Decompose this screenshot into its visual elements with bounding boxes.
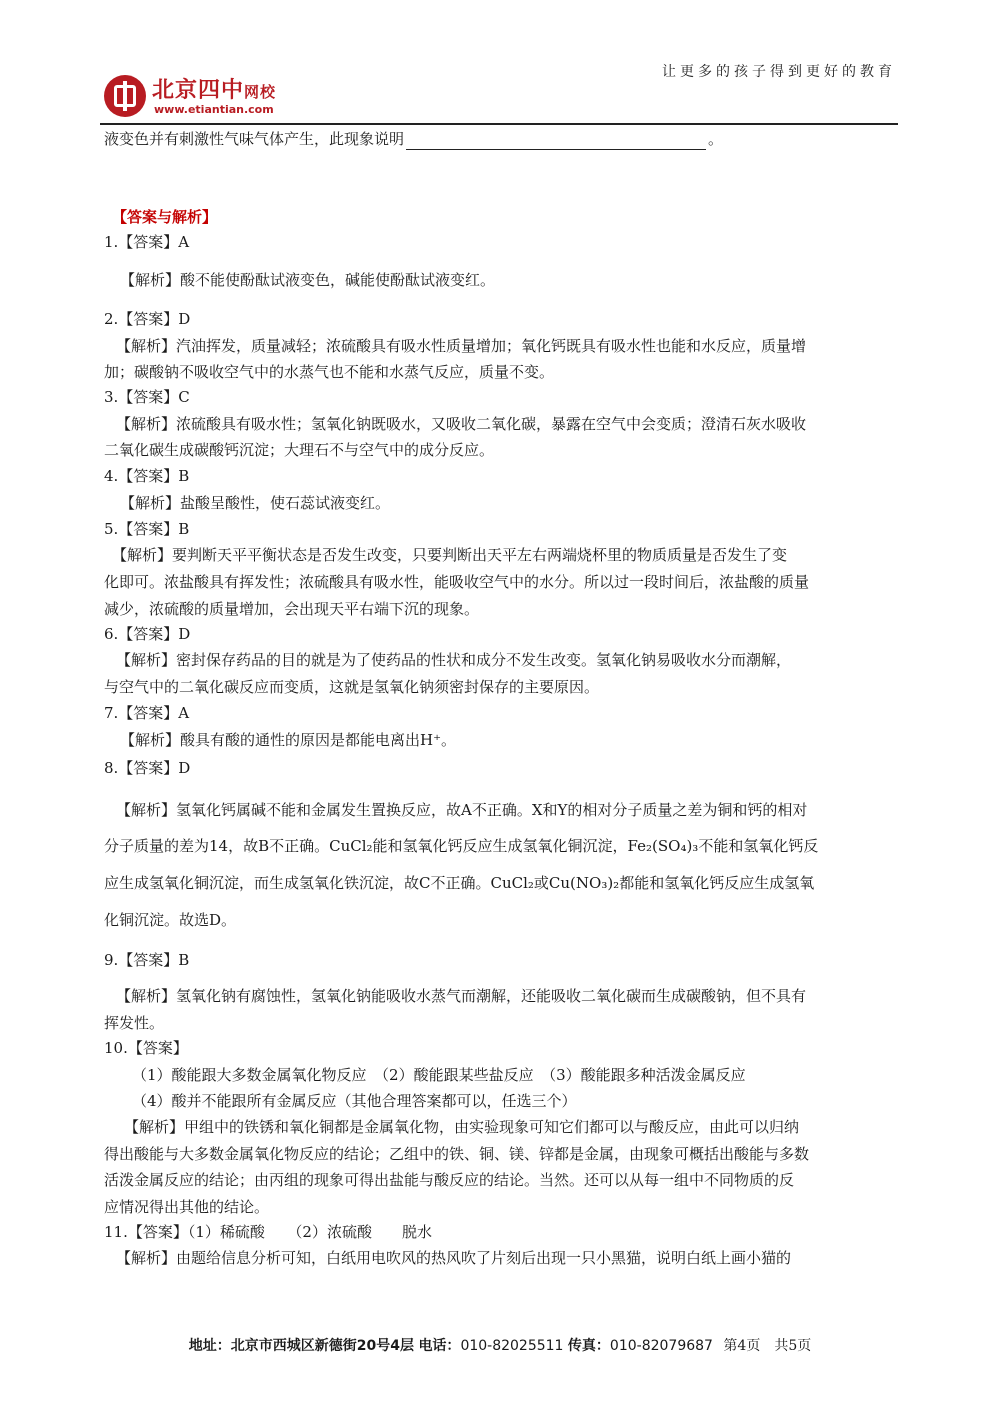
- text-line: [104, 1221, 432, 1243]
- text-line: [104, 872, 814, 894]
- line-text: 液变色并有刺激性气味气体产生，此现象说明: [104, 130, 405, 148]
- text-line: [124, 1116, 799, 1138]
- answer-blank: [406, 133, 706, 150]
- line-text: 2.【答案】D: [104, 310, 191, 328]
- text-line: [116, 799, 807, 821]
- text-line: [132, 1064, 746, 1086]
- text-line: [104, 361, 554, 383]
- line-text: （4）酸并不能跟所有金属反应（其他合理答案都可以，任选三个）: [132, 1092, 577, 1110]
- text-line: [116, 1247, 791, 1269]
- logo-emblem-icon: [104, 75, 146, 117]
- text-line: [104, 598, 479, 620]
- text-line: [104, 1012, 164, 1034]
- line-text: 得出酸能与大多数金属氧化物反应的结论；乙组中的铁、铜、镁、锌都是金属，由现象可概括出酸能与多数: [104, 1145, 810, 1163]
- line-text: 【解析】要判断天平平衡状态是否发生改变，只要判断出天平左右两端烧杯里的物质质量是否发生了变: [112, 546, 788, 564]
- text-line: [104, 439, 494, 461]
- text-line: [104, 1169, 794, 1191]
- header-slogan: 让更多的孩子得到更好的教育: [662, 64, 896, 80]
- line-text: 10.【答案】: [104, 1039, 188, 1057]
- line-text: 【答案与解析】: [112, 208, 218, 226]
- line-text: 【解析】浓硫酸具有吸水性；氢氧化钠既吸水，又吸收二氧化碳，暴露在空气中会变质；澄清石灰水吸收: [116, 415, 807, 433]
- section-heading: [112, 206, 217, 228]
- text-line: [104, 949, 189, 971]
- school-logo: [104, 73, 294, 123]
- text-line: [112, 544, 787, 566]
- text-line: [104, 128, 723, 150]
- line-text: 9.【答案】B: [104, 951, 190, 969]
- text-line: [104, 1037, 188, 1059]
- text-line: [120, 492, 390, 514]
- text-line: [104, 1196, 269, 1218]
- text-line: [104, 518, 189, 540]
- text-line: [104, 386, 190, 408]
- text-line: [104, 571, 809, 593]
- line-text: 应生成氢氧化铜沉淀，而生成氢氧化铁沉淀，故C不正确。CuCl₂或Cu(NO₃)₂都能和氢氧化钙反应生成氢氧: [104, 874, 815, 892]
- text-line: [104, 231, 189, 253]
- text-line: [104, 835, 818, 857]
- line-text: 与空气中的二氧化碳反应而变质，这就是氢氧化钠须密封保存的主要原因。: [104, 678, 600, 696]
- line-text: 7.【答案】A: [104, 704, 190, 722]
- line-text: 【解析】氢氧化钙属碱不能和金属发生置换反应，故A不正确。X和Y的相对分子质量之差为铜和钙的相对: [116, 801, 808, 819]
- address-label: 地址：: [188, 1338, 231, 1354]
- fax-label: 传真：: [567, 1338, 610, 1354]
- text-line: [132, 1090, 577, 1112]
- text-line: [104, 623, 190, 645]
- line-text: 应情况得出其他的结论。: [104, 1198, 270, 1216]
- text-line: [116, 413, 806, 435]
- line-text: 加；碳酸钠不吸收空气中的水蒸气也不能和水蒸气反应，质量不变。: [104, 363, 555, 381]
- line-text: 二氧化碳生成碳酸钙沉淀；大理石不与空气中的成分反应。: [104, 441, 495, 459]
- logo-url: www.etiantian.com: [154, 103, 274, 116]
- phone: 010-82025511: [460, 1338, 564, 1354]
- line-text: 分子质量的差为14，故B不正确。CuCl₂能和氢氧化钙反应生成氢氧化铜沉淀，Fe₂(SO₄)₃不能和氢氧化钙反: [104, 837, 819, 855]
- header-divider: [100, 123, 898, 125]
- logo-name: 北京四中网校: [152, 78, 277, 103]
- line-text: 【解析】密封保存药品的目的就是为了使药品的性状和成分不发生改变。氢氧化钠易吸收水分而潮解，: [116, 651, 792, 669]
- line-text: 【解析】甲组中的铁锈和氧化铜都是金属氧化物，由实验现象可知它们都可以与酸反应，由此可以归纳: [124, 1118, 800, 1136]
- line-text: 化铜沉淀。故选D。: [104, 911, 237, 929]
- line-text: 减少，浓硫酸的质量增加，会出现天平右端下沉的现象。: [104, 600, 480, 618]
- line-text: 【解析】酸不能使酚酞试液变色，碱能使酚酞试液变红。: [120, 271, 496, 289]
- text-line: [116, 335, 806, 357]
- line-text: 【解析】酸具有酸的通性的原因是都能电离出H⁺。: [120, 731, 457, 749]
- page-header: [100, 55, 898, 125]
- line-text: 【解析】盐酸呈酸性，使石蕊试液变红。: [120, 494, 391, 512]
- text-line: [104, 465, 189, 487]
- text-line: [104, 702, 189, 724]
- text-line: [104, 676, 599, 698]
- text-line: [116, 985, 806, 1007]
- line-text: 3.【答案】C: [104, 388, 190, 406]
- text-line: [120, 729, 456, 751]
- page-footer: [0, 1335, 1000, 1355]
- line-text: （1）酸能跟大多数金属氧化物反应 （2）酸能跟某些盐反应 （3）酸能跟多种活泼金属反应: [132, 1066, 746, 1084]
- line-text: 【解析】氢氧化钠有腐蚀性，氢氧化钠能吸收水蒸气而潮解，还能吸收二氧化碳而生成碳酸钠，但不具有: [116, 987, 807, 1005]
- line-text: 11.【答案】（1）稀硫酸 （2）浓硫酸 脱水: [104, 1223, 432, 1241]
- line-text: 【解析】由题给信息分析可知，白纸用电吹风的热风吹了片刻后出现一只小黑猫，说明白纸上画小猫的: [116, 1249, 792, 1267]
- line-text: 5.【答案】B: [104, 520, 190, 538]
- line-text: 6.【答案】D: [104, 625, 191, 643]
- line-suffix: 。: [708, 130, 724, 148]
- phone-label: 电话：: [418, 1338, 461, 1354]
- text-line: [104, 757, 190, 779]
- text-line: [120, 269, 495, 291]
- address: 北京市西城区新德街20号4层: [230, 1338, 414, 1354]
- text-line: [104, 909, 236, 931]
- line-text: 8.【答案】D: [104, 759, 191, 777]
- line-text: 化即可。浓盐酸具有挥发性；浓硫酸具有吸水性，能吸收空气中的水分。所以过一段时间后，浓盐酸的质量: [104, 573, 810, 591]
- text-line: [104, 1143, 809, 1165]
- line-text: 【解析】汽油挥发，质量减轻；浓硫酸具有吸水性质量增加；氧化钙既具有吸水性也能和水反应，质量增: [116, 337, 807, 355]
- text-line: [104, 308, 190, 330]
- page-number: 第4页 共5页: [723, 1338, 812, 1354]
- text-line: [116, 649, 791, 671]
- line-text: 活泼金属反应的结论；由丙组的现象可得出盐能与酸反应的结论。当然。还可以从每一组中不同物质的反: [104, 1171, 795, 1189]
- line-text: 1.【答案】A: [104, 233, 190, 251]
- fax: 010-82079687: [609, 1338, 713, 1354]
- line-text: 4.【答案】B: [104, 467, 190, 485]
- line-text: 挥发性。: [104, 1014, 165, 1032]
